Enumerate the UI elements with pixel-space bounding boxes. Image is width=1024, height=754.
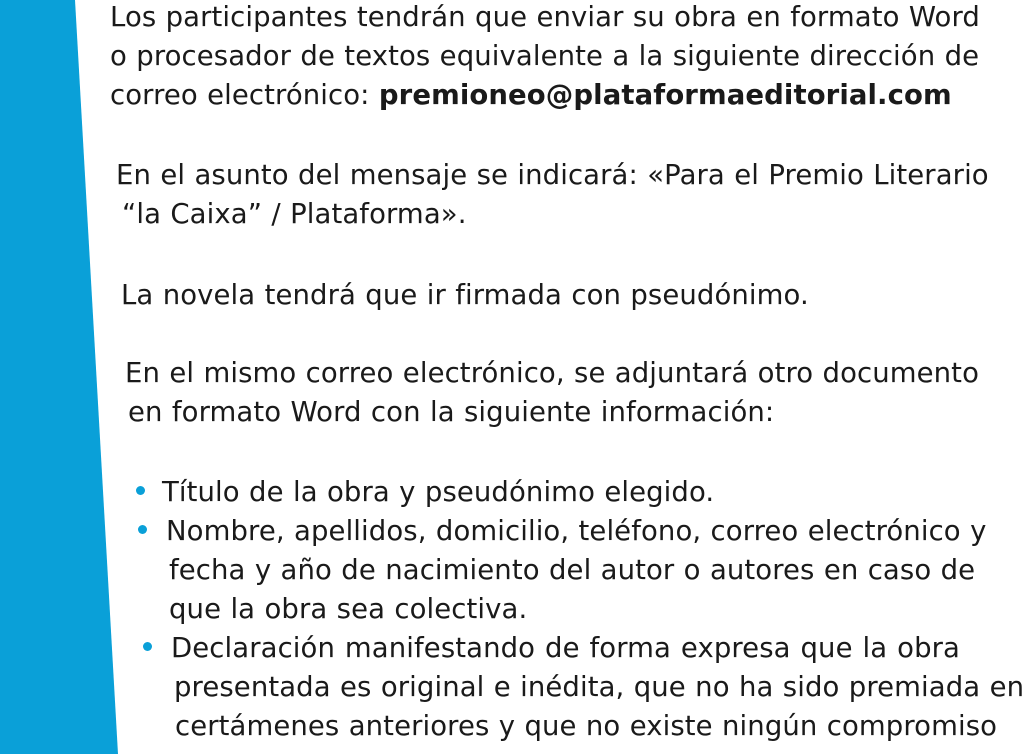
paragraph-line: La novela tendrá que ir firmada con pseudónimo. bbox=[121, 279, 809, 311]
paragraph-subject bbox=[116, 156, 989, 234]
bullet-dot bbox=[136, 486, 145, 495]
list-item bbox=[171, 629, 1024, 746]
list-item-line: Título de la obra y pseudónimo elegido. bbox=[162, 476, 715, 508]
list-item-line: Nombre, apellidos, domicilio, teléfono, correo electrónico y bbox=[166, 515, 987, 547]
paragraph-line: o procesador de textos equivalente a la siguiente dirección de bbox=[110, 40, 980, 72]
paragraph-line: en formato Word con la siguiente información: bbox=[128, 396, 775, 428]
paragraph-attachment bbox=[125, 354, 979, 432]
bullet-dot bbox=[138, 525, 147, 534]
paragraph-pseudonym bbox=[121, 276, 960, 315]
list-item bbox=[166, 512, 987, 629]
list-item-line: que la obra sea colectiva. bbox=[169, 593, 528, 625]
list-item-line: Declaración manifestando de forma expresa que la obra bbox=[171, 632, 960, 664]
paragraph-line bbox=[110, 76, 960, 115]
paragraph-line: Los participantes tendrán que enviar su obra en formato Word bbox=[110, 1, 980, 33]
list-item-line: fecha y año de nacimiento del autor o autores en caso de bbox=[169, 554, 976, 586]
bullet-dot bbox=[143, 642, 152, 651]
paragraph-line: En el mismo correo electrónico, se adjuntará otro documento bbox=[125, 357, 979, 389]
email-address: premioneo@plataformaeditorial.com bbox=[378, 79, 952, 111]
list-item-line: certámenes anteriores y que no existe ningún compromiso bbox=[175, 710, 998, 742]
paragraph-submission bbox=[110, 0, 980, 115]
paragraph-line: En el asunto del mensaje se indicará: «Para el Premio Literario bbox=[116, 159, 989, 191]
list-item-line: presentada es original e inédita, que no ha sido premiada en bbox=[174, 671, 1024, 703]
paragraph-line: “la Caixa” / Plataforma». bbox=[122, 198, 467, 230]
email-prefix: correo electrónico: bbox=[110, 79, 379, 111]
list-item bbox=[162, 473, 960, 512]
